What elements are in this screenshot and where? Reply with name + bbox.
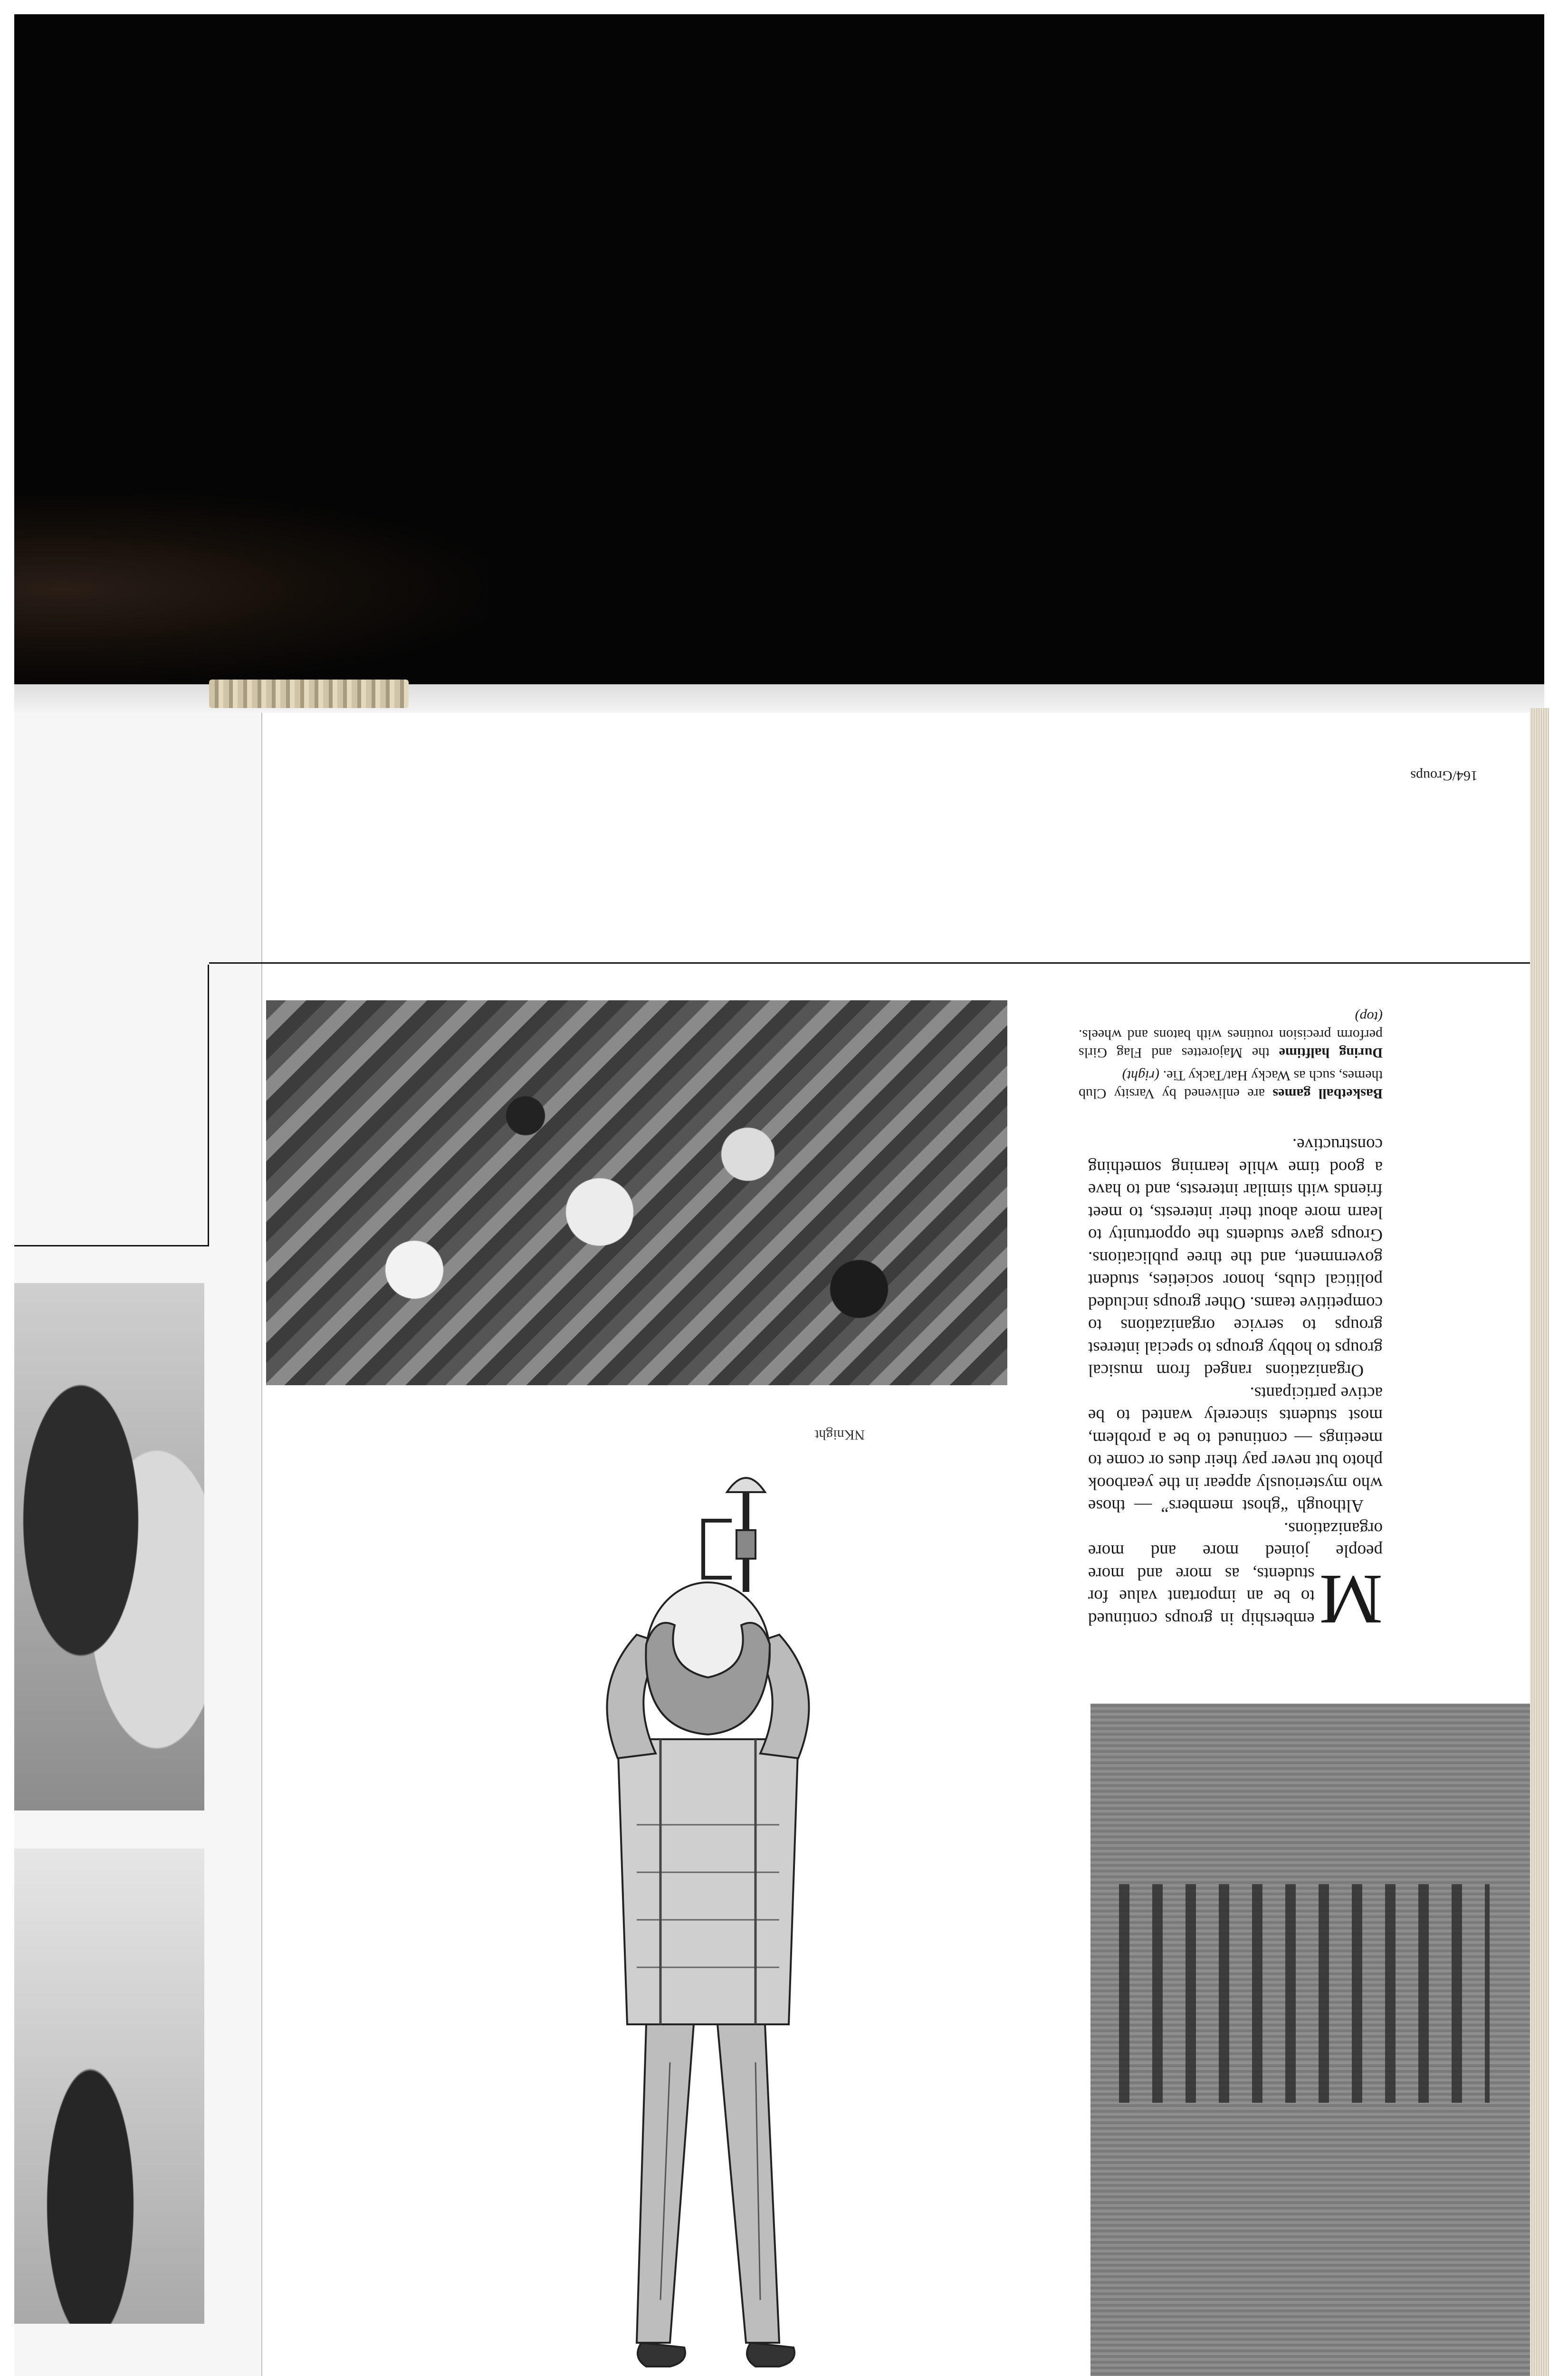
hand-shadow — [14, 494, 489, 684]
majorettes-field-photo — [1090, 1704, 1530, 2376]
page-stack-edge — [1530, 708, 1549, 2376]
facing-photo-top — [14, 1283, 204, 1811]
facing-page-rule — [14, 1245, 209, 1246]
page-folio: 164/Groups — [1410, 768, 1478, 784]
caption-right: Basketball games are enlivened by Varsity Club themes, such as Wacky Hat/Tacky Tie. (right) — [1078, 1068, 1383, 1102]
article-paragraph: Organizations ranged from musical groups to hobby groups to special interest groups to service organizations to competitive teams. Other groups included political clubs, honor societies, student government, and the three publications. Groups gave students the opportunity to learn more about their interests, to meet friends with similar interests, and to have a good time while learning something constructive. — [1088, 1135, 1383, 1380]
facing-page-vertical-rule — [208, 965, 209, 1246]
photo-captions — [1079, 1003, 1383, 1102]
article-body — [1088, 1024, 1383, 1639]
basketball-crowd-photo — [266, 1000, 1007, 1385]
facing-photo-bottom — [14, 1849, 204, 2324]
article-paragraph: Although “ghost members” — those who mysteriously appear in the yearbook photo but never pay their dues or come to meetings — continued to be a problem, most students sincerely wanted to be active participants. — [1088, 1383, 1383, 1516]
caption-top: During halftime the Majorettes and Flag Girls perform precision routines with batons and wheels. (top) — [1078, 1009, 1383, 1061]
article-paragraph: embership in groups continued to be an important value for students, as more and more people joined more and more organizations. — [1088, 1519, 1383, 1629]
book-binding — [209, 680, 409, 708]
trumpet-player-sketch — [542, 1407, 874, 2376]
artist-signature: NKnight — [815, 1427, 865, 1443]
drop-cap: M — [1319, 1560, 1383, 1639]
section-divider-rule — [209, 962, 1530, 964]
